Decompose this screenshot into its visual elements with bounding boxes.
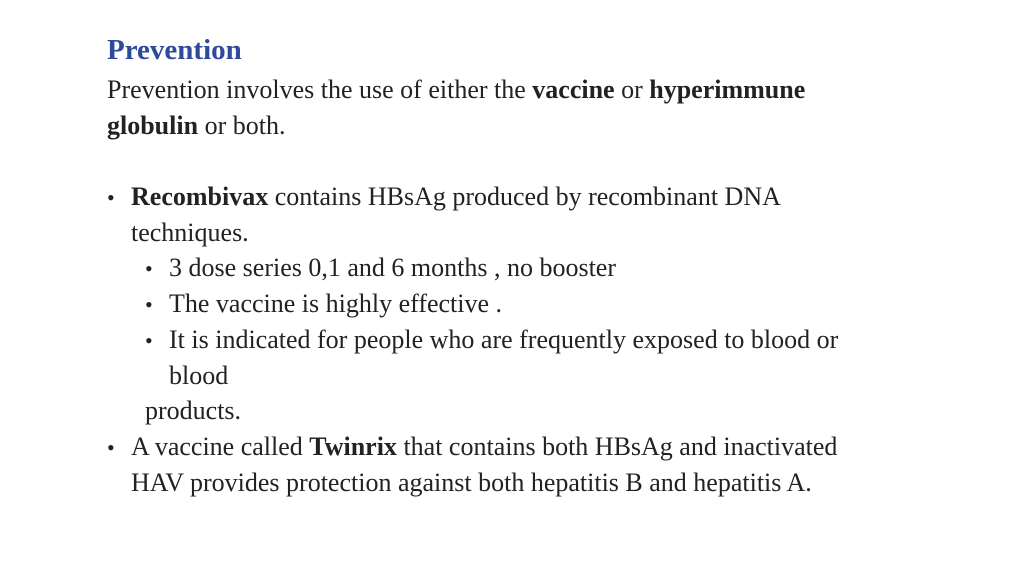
intro-text-or: or <box>614 75 650 104</box>
bullet2-line-2: HAV provides protection against both hepatitis B and hepatitis A. <box>131 468 812 497</box>
bullet2-text-2: that contains both HBsAg and inactivated <box>396 432 838 461</box>
intro-bold-vaccine: vaccine <box>532 75 615 104</box>
bullet1-line-1 <box>131 181 781 213</box>
sub-bullet-glyph: • <box>145 292 153 317</box>
bullet2-line-1 <box>131 431 837 463</box>
slide-title: Prevention <box>107 34 242 66</box>
intro-text: Prevention involves the use of either the <box>107 75 533 104</box>
bullet1-text: contains HBsAg produced by recombinant DNA <box>268 182 781 211</box>
intro-line-2 <box>107 110 285 142</box>
intro-bold-globulin: globulin <box>107 111 199 140</box>
sub-bullet-1: 3 dose series 0,1 and 6 months , no booster <box>169 253 617 282</box>
bullet2-bold-twinrix: Twinrix <box>309 432 397 461</box>
sub-bullet-glyph: • <box>145 256 153 281</box>
bullet-glyph: • <box>107 435 115 460</box>
intro-bold-hyperimmune: hyperimmune <box>649 75 806 104</box>
intro-text-end: or both. <box>198 111 286 140</box>
intro-line-1 <box>107 74 805 106</box>
sub-bullet-2: The vaccine is highly effective . <box>169 289 503 318</box>
sub-bullet-glyph: • <box>145 328 153 353</box>
bullet1-bold-recombivax: Recombivax <box>131 182 269 211</box>
bullet-glyph: • <box>107 185 115 210</box>
sub-bullet-3-cont2: products. <box>145 396 242 425</box>
bullet2-text-1: A vaccine called <box>131 432 310 461</box>
bullet1-line-2: techniques. <box>131 218 249 247</box>
sub-bullet-3: It is indicated for people who are frequently exposed to blood or <box>169 325 839 354</box>
sub-bullet-3-cont: blood <box>169 361 229 390</box>
